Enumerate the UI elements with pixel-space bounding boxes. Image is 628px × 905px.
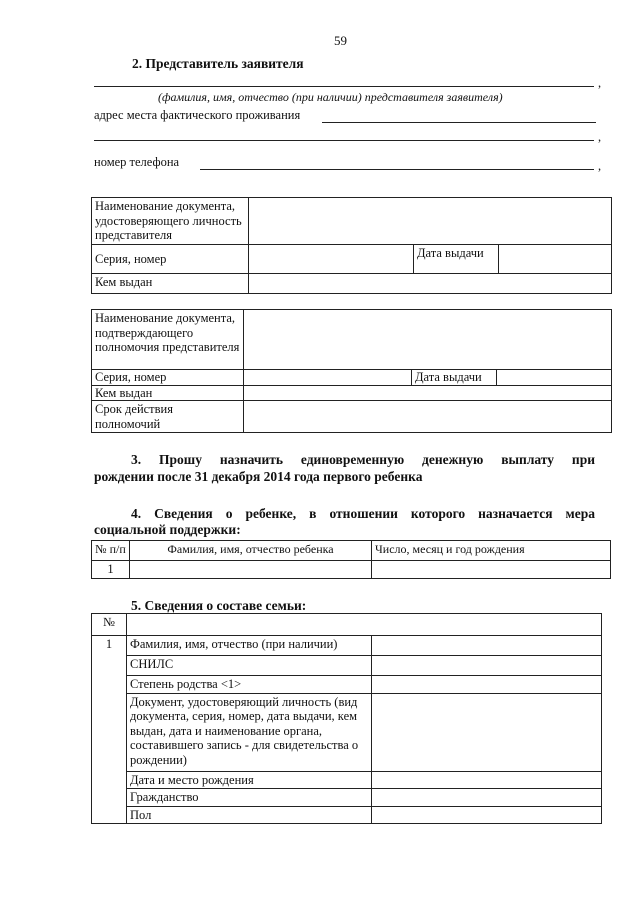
child-table-header-name: Фамилия, имя, отчество ребенка: [130, 541, 372, 561]
family-field-value[interactable]: [372, 656, 602, 676]
address-field[interactable]: [322, 122, 596, 123]
family-field-label: СНИЛС: [127, 656, 372, 676]
section-3-line-2: рождении после 31 декабря 2014 года первого ребенка: [94, 469, 423, 484]
family-field-value[interactable]: [372, 806, 602, 824]
section-3-line-1: 3. Прошу назначить единовременную денежную выплату при: [131, 452, 595, 467]
phone-label: номер телефона: [94, 155, 180, 169]
id-doc-date-label: Дата выдачи: [414, 245, 499, 274]
family-field-value[interactable]: [372, 771, 602, 789]
family-field-value[interactable]: [372, 676, 602, 694]
family-table-header-blank: [127, 614, 602, 636]
id-document-table: [91, 197, 612, 294]
section-2-title: 2. Представитель заявителя: [132, 56, 304, 71]
child-table-header-birth: Число, месяц и год рождения: [372, 541, 611, 561]
page-number: 59: [334, 33, 347, 48]
child-row-birth[interactable]: [372, 561, 611, 579]
id-doc-name-label: Наименование документа, удостоверяющего личность представителя: [92, 198, 249, 245]
auth-doc-issued-value[interactable]: [244, 385, 612, 401]
child-table: [91, 540, 611, 579]
family-field-label: Документ, удостоверяющий личность (вид документа, серия, номер, дата выдачи, кем выдан, дата и наименование органа, составившего запись - для свидетельства о рождении): [127, 693, 372, 771]
phone-field[interactable]: [200, 169, 594, 170]
family-field-value[interactable]: [372, 693, 602, 771]
family-field-label: Гражданство: [127, 789, 372, 807]
child-row-num: 1: [92, 561, 130, 579]
section-5-title: 5. Сведения о составе семьи:: [131, 598, 307, 613]
auth-doc-name-value[interactable]: [244, 310, 612, 370]
id-doc-series-label: Серия, номер: [92, 245, 249, 274]
family-field-value[interactable]: [372, 636, 602, 656]
family-field-label: Пол: [127, 806, 372, 824]
id-doc-series-value[interactable]: [249, 245, 414, 274]
family-field-label: Степень родства <1>: [127, 676, 372, 694]
auth-doc-date-value[interactable]: [497, 370, 612, 386]
auth-doc-validity-label: Срок действия полномочий: [92, 401, 244, 433]
id-doc-issued-value[interactable]: [249, 274, 612, 294]
address-label: адрес места фактического проживания: [94, 108, 301, 122]
representative-name-caption: (фамилия, имя, отчество (при наличии) представителя заявителя): [158, 90, 503, 104]
representative-name-field[interactable]: [94, 86, 594, 87]
family-field-label: Фамилия, имя, отчество (при наличии): [127, 636, 372, 656]
family-row-num: 1: [92, 636, 127, 824]
auth-doc-name-label: Наименование документа, подтверждающего полномочия представителя: [92, 310, 244, 370]
id-doc-name-value[interactable]: [249, 198, 612, 245]
field-comma: ,: [598, 159, 602, 173]
family-field-label: Дата и место рождения: [127, 771, 372, 789]
address-field-continued[interactable]: [94, 140, 594, 141]
id-doc-date-value[interactable]: [499, 245, 612, 274]
auth-doc-series-label: Серия, номер: [92, 370, 244, 386]
family-field-value[interactable]: [372, 789, 602, 807]
authority-document-table: [91, 309, 612, 433]
child-table-header-num: № п/п: [92, 541, 130, 561]
section-4-line-2: социальной поддержки:: [94, 522, 241, 537]
field-comma: ,: [598, 76, 602, 90]
auth-doc-date-label: Дата выдачи: [412, 370, 497, 386]
section-4-line-1: 4. Сведения о ребенке, в отношении которого назначается мера: [131, 506, 595, 521]
auth-doc-validity-value[interactable]: [244, 401, 612, 433]
auth-doc-series-value[interactable]: [244, 370, 412, 386]
family-table: [91, 613, 602, 824]
field-comma: ,: [598, 130, 602, 144]
auth-doc-issued-label: Кем выдан: [92, 385, 244, 401]
family-table-header-num: №: [92, 614, 127, 636]
id-doc-issued-label: Кем выдан: [92, 274, 249, 294]
child-row-name[interactable]: [130, 561, 372, 579]
